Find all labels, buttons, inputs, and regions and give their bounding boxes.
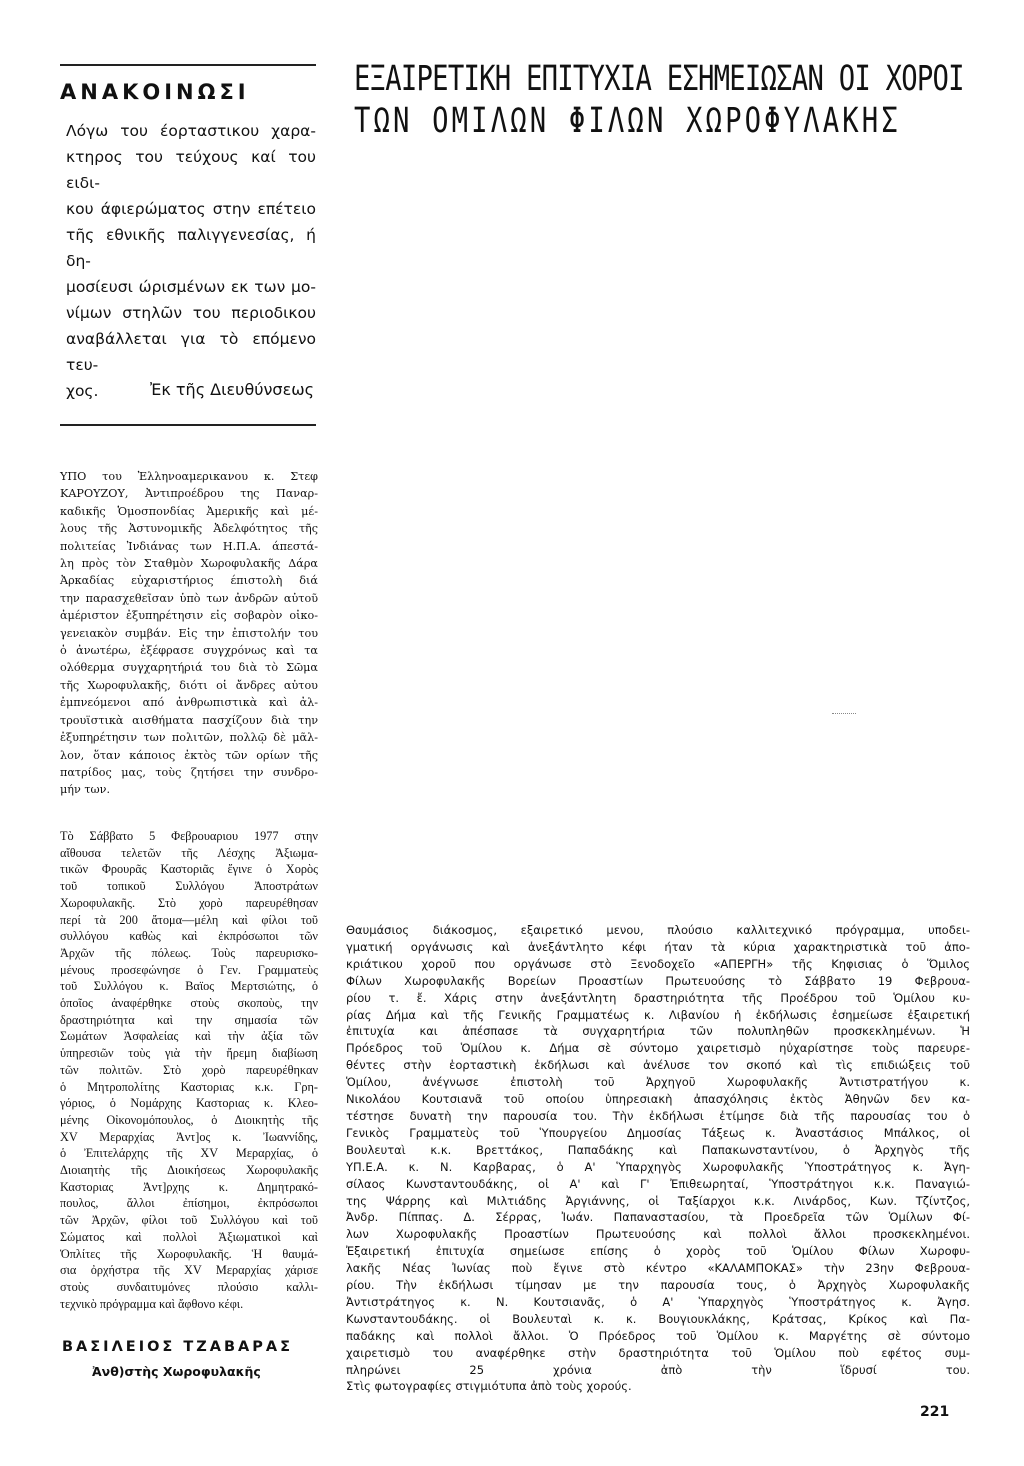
article-line: Ἀρχῶν τῆς πόλεως. Τοὺς παρευρισκο- [60,945,318,960]
right-article-line: ρίου. Τὴν ἐκδήλωσι τίμησαν με την παρουσία τους, ὁ Ἀρχηγὸς Χωροφυλακῆς [346,1278,970,1293]
right-article-line: σίλαος Κωνσταντουδάκης, οἱ Α' καὶ Γ' Ἐπιθεωρηταί, Ὑποστράτηγοι κ.κ. Παναγιώ- [346,1176,970,1191]
thanks-line: λη πρὸς τὸν Σταθμὸν Χωροφυλακῆς Δάρα [60,557,318,571]
article-line: Καστοριας Ἀντ]ρχης κ. Δημητρακό- [60,1179,318,1194]
article-line: ὁ Ἐπιτελάρχης τῆς XV Μεραρχίας, ὁ [60,1146,318,1161]
right-article-line: γματική οργάνωσις καὶ ἀνεξάντλητο κέφι ήταν τὰ κύρια χαρακτηριστικὰ τοῦ ἀπο- [346,939,970,954]
article-line: μένης Οἰκονομόπουλος, ὁ Διοικητὴς τῆς [60,1112,318,1127]
announcement-line: αναβάλλεται για τὸ επόμενο τευ- [66,330,316,374]
right-article-line: Θαυμάσιος διάκοσμος, εξαιρετικό μενου, πλούσιο καλλιτεχνικό πρόγραμμα, υποδει- [346,923,970,937]
main-headline [354,58,964,142]
article-line: σια ὀρχήστρα τῆς XV Μεραρχίας χάρισε [60,1263,318,1278]
announcement-bottom-rule [60,424,316,426]
right-article-line: Ἀντιστράτηγος κ. Ν. Κουτσιανᾶς, ὁ Α' Ὑπαρχηγὸς Ὑποστράτηγος κ. Ἀγησ. [346,1294,970,1309]
thanks-line: καδικῆς Ὁμοσπονδίας Ἀμερικῆς καὶ μέ- [60,504,318,518]
article-line: ὑπηρεσιῶν τοὺς γιὰ τὴν ἤρεμη διαβίωση [60,1046,318,1061]
announcement-line: Λόγω του έορταστικου χαρα- [66,122,316,140]
right-article-line: τέστησε δυνατὴ την παρουσία του. Τὴν ἐκδήλωσι ἐτίμησε διὰ τῆς παρουσίας του ὁ [346,1108,970,1123]
announcement-line: νίμων στηλῶν του περιοδικου [66,304,316,322]
article-line: Διοιαητὴς τῆς Διοικήσεως Χωροφυλακῆς [60,1163,318,1178]
article-line: τῶν πολιτῶν. Στὸ χορὸ παρευρέθηκαν [60,1062,318,1077]
announcement-line: κου άφιερώματος στην επέτειο [66,200,316,218]
article-line: τοῦ τοπικοῦ Συλλόγου Ἀποστράτων [60,879,318,894]
thanks-letter-text [60,468,318,799]
thanks-line: ἐμπνεόμενοι από ἀνθρωπιστικὰ καὶ ἀλ- [60,696,318,710]
announcement-body [66,118,316,404]
right-article-line: Ὁμίλου, ἀνέγνωσε ἐπιστολὴ τοῦ Ἀρχηγοῦ Χωροφυλακῆς Ἀντιστρατήγου κ. [346,1075,970,1090]
thanks-line: λον, ὅταν κάποιος ἐκτὸς τῶν ορίων τῆς [60,748,318,762]
page-number: 221 [920,1404,950,1420]
article-line: τεχνικὸ πρόγραμμα καὶ ἄφθονο κέφι. [60,1296,244,1311]
right-article-line: Φίλων Χωροφυλακῆς Βορείων Προαστίων Πρωτευούσης τὸ Σάββατο 19 Φεβρουα- [346,973,970,988]
thanks-line: γενειακὸν συμβάν. Εἰς την ἐπιστολήν του [60,626,318,640]
thanks-line: μήν των. [60,783,110,797]
announcement-line: μοσίευσι ώρισμένων εκ των μο- [66,278,316,296]
article-line: Τὸ Σάββατο 5 Φεβρουαριου 1977 στην [60,829,318,843]
article-line: συλλόγου καθὼς καὶ ἐκπρόσωποι τῶν [60,929,318,944]
right-article-line: ΥΠ.Ε.Α. κ. Ν. Καρβαρας, ὁ Α' Ὑπαρχηγὸς Χωροφυλακῆς Ὑποστράτηγος κ. Ἀγη- [346,1159,970,1174]
article-line: Χωροφυλακῆς. Στὸ χορὸ παρευρέθησαν [60,895,318,910]
right-article-line: κριάτικου χοροῦ που οργάνωσε στὸ Ξενοδοχεῖο «ΑΠΕΡΓΗ» τῆς Κηφισιας ὁ Ὅμιλος [346,956,970,971]
article-line: ὁ Μητροπολίτης Καστοριας κ.κ. Γρη- [60,1079,318,1094]
right-article-line: λων Χωροφυλακῆς Προαστίων Πρωτευούσης καὶ πολλοὶ ἄλλοι προσκεκλημένοι. [346,1227,970,1242]
article-line: Σωμάτων Ἀσφαλείας καὶ τὴν ἀξία τῶν [60,1029,318,1044]
top-rule [60,64,316,66]
announcement-title: ΑΝΑΚΟΙΝΩΣΙ [60,80,250,104]
right-article-line: Κωνσταντουδάκης. οἱ Βουλευταὶ κ. κ. Βουγιουκλάκης, Κράτσας, Κρίκος καὶ Πα- [346,1311,970,1326]
right-article-line: της Ψάρρης καὶ Μιλτιάδης Ἀργιάννης, οἱ Ταξίαρχοι κ.κ. Λινάρδος, Κων. Τζίντζος, [346,1193,970,1208]
announcement-line: χος. [66,382,99,400]
right-article-line: Γενικὸς Γραμματεὺς τοῦ Ὑπουργείου Δημοσίας Τάξεως κ. Ἀναστάσιος Μπάλκος, οἱ [346,1125,970,1140]
article-line: μένους προσεφώνησε ὁ Γεν. Γραμματεὺς [60,962,318,977]
right-article-line: Ἀνδρ. Πίππας. Δ. Σέρρας, Ἰωάν. Παπαναστασίου, τὰ Προεδρεῖα τῶν Ὁμίλων Φί- [346,1210,970,1225]
headline-line-1: ΕΞΑΙΡΕΤΙΚΗ ΕΠΙΤΥΧΙΑ ΕΣΗΜΕΙΩΣΑΝ ΟΙ ΧΟΡΟΙ [354,59,964,99]
thanks-line: Ἀρκαδίας εὐχαριστήριος έπιστολὴ διά [60,574,318,588]
thanks-line: ΥΠΟ του Ἑλληνοαμερικανου κ. Στεφ [60,470,318,483]
announcement-line: κτηρος του τεύχους καί του ειδι- [66,148,316,192]
article-line: αἴθουσα τελετῶν τῆς Λέσχης Ἀξιωμα- [60,845,318,860]
thanks-line: την παρασχεθεῖσαν ὑπὸ των ἀνδρῶν αὐτοῦ [60,591,318,605]
right-article-line: Ἐξαιρετική ἐπιτυχία σημείωσε επίσης ὁ χορὸς τοῦ Ὁμίλου Φίλων Χωροφυ- [346,1244,970,1259]
right-article-line: χαιρετισμὸ του αναφέρθηκε στὴν δραστηριότητα τοῦ Ὁμίλου ποὺ εφέτος συμ- [346,1345,970,1360]
right-article-line: ἐπιτυχία και ἀπέσπασε τὰ συγχαρητήρια τῶν πολυπληθῶν προσκεκλημένων. Ἡ [346,1024,970,1039]
thanks-line: λους τῆς Ἀστυνομικῆς Ἀδελφότητος τῆς [60,522,318,536]
article-line: Ὁπλίτες τῆς Χωροφυλακῆς. Ἡ θαυμά- [60,1246,318,1261]
article-line: Σώματος καὶ πολλοὶ Ἀξιωματικοὶ καὶ [60,1229,318,1244]
right-article-line: θέντες στὴν ἑορταστικὴ ἐκδήλωσι καὶ ἀνέλυσε τον σκοπό καὶ τὶς επιδιώξεις τοῦ [346,1058,970,1073]
thanks-line: ἐξυπηρέτησιν των πολιτῶν, πολλῷ δὲ μᾶλ- [60,731,318,745]
right-article-line: Νικολάου Κουτσιανᾶ τοῦ οποίου ὑπηρεσιακὴ ἀπασχόλησις ἐκτὸς Ἀθηνῶν δεν κα- [346,1092,970,1107]
right-article-line: λακῆς Νέας Ἰωνίας ποὺ ἔγινε στὸ κέντρο «ΚΑΛΑΜΠΟΚΑΣ» τὴν 23ην Φεβρουα- [346,1261,970,1276]
thanks-line: τῆς Χωροφυλακῆς, διότι οἱ ἄνδρες αὐτου [60,678,318,692]
article-line: τοῦ Συλλόγου κ. Βαϊος Μερτσιώτης, ὁ [60,979,318,994]
right-article-text [346,922,970,1395]
right-article-line: παδάκης καὶ πολλοὶ ἄλλοι. Ὁ Πρόεδρος τοῦ Ὁμίλου κ. Μαργέτης σὲ σύντομο [346,1328,970,1343]
right-article-line: Πρόεδρος τοῦ Ὁμίλου κ. Δήμα σὲ σύντομο χαιρετισμὸ ηὐχαρίστησε τοὺς παρευρε- [346,1041,970,1056]
author-title: Ἀνθ)στὴς Χωροφυλακῆς [92,1364,261,1379]
right-article-line: πληρώνει 25 χρόνια ἀπὸ τὴν ἵδρυσί του. [346,1362,970,1377]
article-line: ὁποῖος ἀναφέρθηκε στοὺς σκοποὺς, την [60,996,318,1011]
thanks-line: τρουϊστικὰ αισθήματα πασχίζουν διὰ την [60,713,318,727]
thanks-line: ἀμέριστον ἐξυπηρέτησιν εἰς σοβαρὸν οἰκο- [60,609,318,623]
article-line: περί τὰ 200 ἄτομα—μέλη καὶ φίλοι τοῦ [60,912,318,927]
thanks-line: πατρίδος μας, τοὺς ζητήσει την συνδρο- [60,765,318,779]
right-article-line: Βουλευταὶ κ.κ. Βρεττάκος, Παπαδάκης καὶ Παπακωνσταντίνου, ὁ Ἀρχηγὸς τῆς [346,1142,970,1157]
dance-article-text [60,828,318,1312]
author-name: ΒΑΣΙΛΕΙΟΣ ΤΖΑΒΑΡΑΣ [62,1339,294,1355]
right-article-line: ρίας Δήμα καὶ τῆς Γενικῆς Γραμματέως κ. Λιβανίου ἡ ἐκδήλωσις ἐσημείωσε ἐξαιρετική [346,1007,970,1022]
article-line: τῶν Ἀρχῶν, φίλοι τοῦ Συλλόγου καὶ τοῦ [60,1213,318,1228]
announcement-line: τῆς εθνικῆς παλιγγενεσίας, ή δη- [66,226,316,270]
announcement-signature: Ἐκ τῆς Διευθύνσεως [150,380,314,399]
article-line: XV Μεραρχίας Ἀντ]ος κ. Ἰωαννίδης, [60,1129,318,1144]
article-line: πουλος, ἄλλοι ἐπίσημοι, ἐκπρόσωποι [60,1196,318,1211]
thanks-line: ΚΑΡΟΥΖΟΥ, Ἀντιπροέδρου της Παναρ- [60,487,318,501]
headline-line-2: ΤΩΝ ΟΜΙΛΩΝ ΦΙΛΩΝ ΧΩΡΟΦΥΛΑΚΗΣ [354,101,901,141]
thanks-line: ὁ ἀνωτέρω, ἐξέφρασε συγχρόνως καὶ τα [60,644,318,658]
article-line: στοὺς συνδαιτυμόνες πλούσιο καλλι- [60,1279,318,1294]
article-line: τικῶν Φρουρᾶς Καστοριᾶς ἔγινε ὁ Χορὸς [60,862,318,877]
article-line: γόριος, ὁ Νομάρχης Καστοριας κ. Κλεο- [60,1096,318,1111]
stray-mark [832,713,856,715]
right-article-line: ρίου τ. ἔ. Χάρις στην ἀνεξάντλητη δραστηριότητα τῆς Προέδρου τοῦ Ὁμίλου κυ- [346,990,970,1005]
thanks-line: ολόθερμα συγχαρητήριά του διὰ τὸ Σῶμα [60,661,318,675]
thanks-line: πολιτείας Ἰνδιάνας των Η.Π.Α. άπεστά- [60,539,318,553]
right-article-line: Στὶς φωτογραφίες στιγμιότυπα ἀπὸ τοὺς χορούς. [346,1379,632,1394]
article-line: δραστηριότητα καὶ την σημασία τῶν [60,1012,318,1027]
